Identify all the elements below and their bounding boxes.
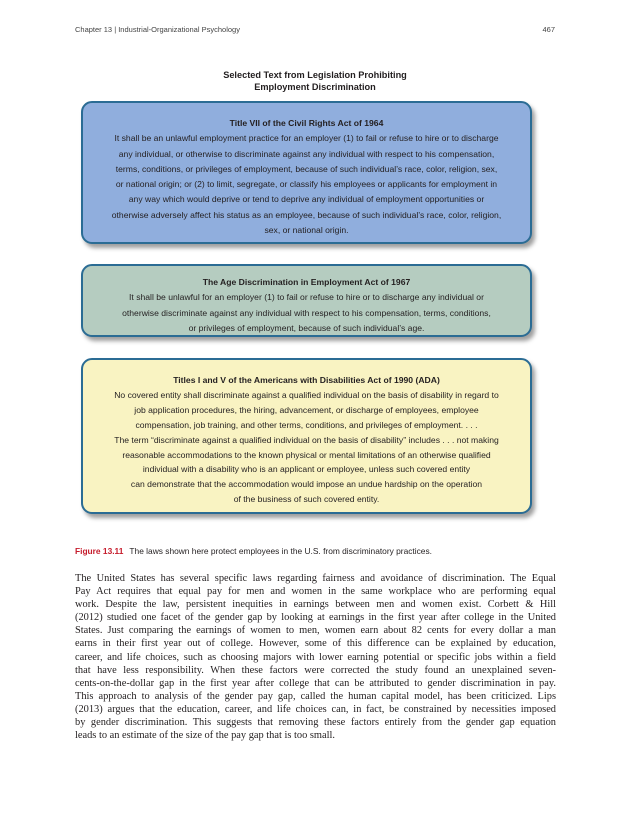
- figure-label: Figure 13.11: [75, 546, 124, 556]
- law-box-line: any way which would deprive or tend to deprive any individual of employment opportunities or: [128, 194, 485, 205]
- law-box-line: or privileges of employment, because of such individual’s age.: [188, 322, 425, 333]
- paragraph-line: career, and life choices, such as choosing majors with lower earning potential or specific jobs within a field: [75, 651, 556, 663]
- paragraph-line: States. Just comparing the earnings of women to men, women earn about 82 cents for every dollar a man: [75, 625, 556, 637]
- paragraph-line: Pay Act requires that equal pay for men and women in the same workplace who are performing equal: [75, 586, 556, 598]
- paragraph-line: The United States has several specific laws regarding fairness and avoidance of discrimination. The Equal: [75, 573, 556, 584]
- paragraph-line: that have less responsibility. When these factors were corrected the study found an unexplained seven-: [75, 664, 556, 676]
- law-box-line: or national origin; or (2) to limit, segregate, or classify his employees or applicants for employment in: [115, 179, 498, 190]
- law-box-line: can demonstrate that the accommodation would impose an undue hardship on the operation: [130, 479, 483, 490]
- paragraph-line: (2012) studied one facet of the gender gap by looking at earnings in the first year after college in the United: [75, 612, 556, 624]
- paragraph-line: (2013) argues that the education, career, and life choices can, in fact, be constrained by necessities imposed: [75, 703, 556, 715]
- paragraph-line: by gender discrimination. This suggests that removing these factors entirely from the gender gap equation: [75, 717, 556, 729]
- page-number: 467: [542, 25, 555, 34]
- paragraph-line: earns in their first year out of college. However, some of this difference can be explained by education,: [75, 638, 556, 650]
- running-header: [75, 25, 555, 37]
- chapter-title: Chapter 13 | Industrial-Organizational Psychology: [75, 25, 240, 34]
- law-box-civil-rights-act: [81, 101, 532, 244]
- law-box-line: It shall be an unlawful employment practice for an employer (1) to fail or refuse to hire or to discharge: [114, 133, 499, 144]
- law-box-line: It shall be unlawful for an employer (1) to fail or refuse to hire or to discharge any individual or: [129, 292, 484, 303]
- law-box-heading: Title VII of the Civil Rights Act of 1964: [229, 118, 384, 128]
- law-box-line: of the business of such covered entity.: [233, 494, 380, 505]
- figure-caption: [75, 546, 570, 556]
- law-box-line: No covered entity shall discriminate against a qualified individual on the basis of disability in regard to: [114, 389, 499, 400]
- paragraph-line: leads to an estimate of the size of the pay gap that is too small.: [75, 730, 335, 742]
- law-box-disabilities-act: [81, 358, 532, 514]
- law-box-line: reasonable accommodations to the known physical or mental limitations of an otherwise qualified: [122, 449, 491, 460]
- law-box-line: compensation, job training, and other terms, conditions, and privileges of employment. . . .: [135, 419, 478, 430]
- law-box-heading: Titles I and V of the Americans with Disabilities Act of 1990 (ADA): [173, 375, 440, 385]
- law-box-line: any individual, or otherwise to discriminate against any individual with respect to his compensation,: [118, 148, 495, 159]
- law-box-line: The term “discriminate against a qualified individual on the basis of disability” includes . . . not making: [114, 434, 499, 445]
- paragraph-line: cents-on-the-dollar gap in the first year after college that can be attributed to gender discrimination in pay.: [75, 677, 556, 689]
- law-box-age-discrimination-act: [81, 264, 532, 337]
- law-box-line: sex, or national origin.: [264, 225, 349, 236]
- law-box-line: terms, conditions, or privileges of employment, because of such individual’s race, color, religion, sex,: [115, 163, 498, 174]
- body-paragraph: [75, 572, 556, 742]
- figure-title: [0, 69, 630, 93]
- law-box-line: otherwise adversely affect his status as an employee, because of such individual’s race, color, religion,: [111, 209, 502, 220]
- law-box-line: job application procedures, the hiring, advancement, or discharge of employees, employee: [134, 404, 479, 415]
- law-box-heading: The Age Discrimination in Employment Act of 1967: [202, 277, 411, 287]
- caption-text: The laws shown here protect employees in the U.S. from discriminatory practices.: [129, 546, 432, 556]
- law-box-line: otherwise discriminate against any individual with respect to his compensation, terms, conditions,: [122, 307, 491, 318]
- figure-title-line: Selected Text from Legislation Prohibiting: [223, 70, 407, 80]
- figure-title-line: Employment Discrimination: [254, 82, 376, 92]
- law-box-line: individual with a disability who is an applicant or employee, unless such covered entity: [142, 464, 471, 475]
- paragraph-line: This approach to analysis of the gender pay gap, called the human capital model, has been criticized. Lips: [75, 690, 556, 702]
- paragraph-line: work. Despite the law, persistent inequities in earnings between men and women exist. Corbett & Hill: [75, 599, 556, 611]
